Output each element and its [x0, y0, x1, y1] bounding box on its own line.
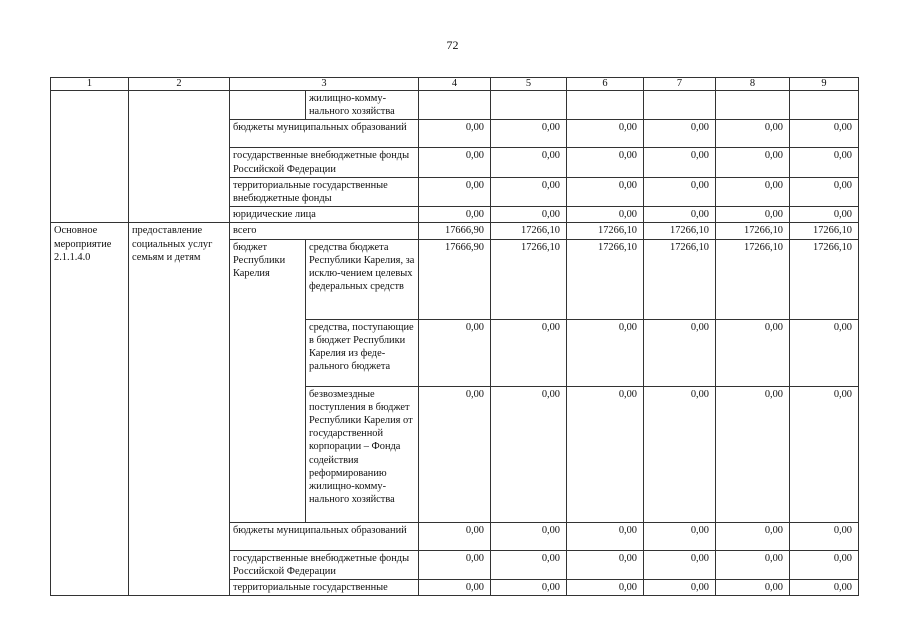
value-cell: 0,00	[491, 386, 567, 522]
value-cell: 0,00	[716, 207, 790, 223]
value-cell: 17266,10	[491, 223, 567, 239]
value-cell: 0,00	[567, 522, 644, 550]
value-cell: 17266,10	[567, 223, 644, 239]
value-cell: 0,00	[567, 148, 644, 177]
value-cell	[790, 91, 859, 120]
value-cell: 0,00	[716, 386, 790, 522]
value-cell: 0,00	[419, 522, 491, 550]
value-cell: 0,00	[419, 550, 491, 579]
value-cell: 0,00	[790, 386, 859, 522]
header-cell: 6	[567, 78, 644, 91]
value-cell: 17266,10	[716, 239, 790, 319]
row-label: средства, поступающие в бюджет Республики Карелия из феде-рального бюджета	[306, 319, 419, 386]
value-cell: 0,00	[419, 580, 491, 596]
value-cell: 0,00	[419, 386, 491, 522]
value-cell: 0,00	[790, 148, 859, 177]
value-cell: 0,00	[790, 522, 859, 550]
value-cell: 0,00	[790, 120, 859, 148]
value-cell: 0,00	[491, 120, 567, 148]
value-cell: 0,00	[644, 580, 716, 596]
value-cell: 0,00	[790, 319, 859, 386]
value-cell: 0,00	[491, 319, 567, 386]
header-cell: 2	[129, 78, 230, 91]
value-cell: 0,00	[790, 550, 859, 579]
value-cell: 17266,10	[716, 223, 790, 239]
value-cell: 0,00	[716, 148, 790, 177]
value-cell: 0,00	[790, 580, 859, 596]
row-label: территориальные государственные внебюджетные фонды	[230, 177, 419, 206]
value-cell: 0,00	[644, 550, 716, 579]
value-cell: 0,00	[716, 319, 790, 386]
value-cell: 17266,10	[790, 223, 859, 239]
value-cell: 0,00	[644, 319, 716, 386]
value-cell: 0,00	[644, 522, 716, 550]
value-cell: 0,00	[419, 207, 491, 223]
activity-name: предоставление социальных услуг семьям и детям	[129, 223, 230, 596]
value-cell: 0,00	[491, 580, 567, 596]
value-cell: 0,00	[419, 319, 491, 386]
value-cell: 0,00	[567, 177, 644, 206]
value-cell: 0,00	[716, 120, 790, 148]
value-cell: 17266,10	[790, 239, 859, 319]
header-cell: 9	[790, 78, 859, 91]
value-cell: 0,00	[567, 550, 644, 579]
value-cell: 17266,10	[567, 239, 644, 319]
value-cell	[491, 91, 567, 120]
activity-code: Основное мероприятие 2.1.1.4.0	[51, 223, 129, 596]
row-label: бюджет Республики Карелия	[230, 239, 306, 522]
table-row	[51, 91, 859, 120]
value-cell: 0,00	[491, 550, 567, 579]
row-label: средства бюджета Республики Карелия, за исклю-чением целевых федеральных средств	[306, 239, 419, 319]
value-cell: 17666,90	[419, 239, 491, 319]
empty-cell	[230, 91, 306, 120]
header-cell: 7	[644, 78, 716, 91]
value-cell: 0,00	[567, 120, 644, 148]
value-cell	[644, 91, 716, 120]
value-cell: 0,00	[567, 580, 644, 596]
value-cell: 0,00	[567, 319, 644, 386]
value-cell: 0,00	[644, 386, 716, 522]
row-label: юридические лица	[230, 207, 419, 223]
value-cell: 0,00	[644, 148, 716, 177]
value-cell: 0,00	[491, 522, 567, 550]
value-cell: 17266,10	[644, 223, 716, 239]
row-label: всего	[230, 223, 419, 239]
value-cell: 17266,10	[644, 239, 716, 319]
empty-cell	[51, 91, 129, 223]
value-cell	[419, 91, 491, 120]
value-cell: 17666,90	[419, 223, 491, 239]
header-cell: 1	[51, 78, 129, 91]
row-label: жилищно-комму-нального хозяйства	[306, 91, 419, 120]
row-label: государственные внебюджетные фонды Российской Федерации	[230, 550, 419, 579]
value-cell: 0,00	[419, 177, 491, 206]
value-cell: 0,00	[716, 177, 790, 206]
table-row	[51, 223, 859, 239]
row-label: государственные внебюджетные фонды Российской Федерации	[230, 148, 419, 177]
header-cell: 4	[419, 78, 491, 91]
value-cell: 0,00	[716, 550, 790, 579]
value-cell: 0,00	[419, 120, 491, 148]
row-label: бюджеты муниципальных образований	[230, 120, 419, 148]
row-label: бюджеты муниципальных образований	[230, 522, 419, 550]
row-label: безвозмездные поступления в бюджет Республики Карелия от государственной корпорации – Фонда содействия реформированию жилищно-комму-нального хозяйства	[306, 386, 419, 522]
header-cell: 3	[230, 78, 419, 91]
value-cell: 17266,10	[491, 239, 567, 319]
value-cell: 0,00	[644, 120, 716, 148]
value-cell: 0,00	[567, 207, 644, 223]
value-cell: 0,00	[491, 177, 567, 206]
page-number: 72	[446, 38, 459, 52]
budget-table	[50, 77, 859, 596]
value-cell: 0,00	[790, 177, 859, 206]
value-cell: 0,00	[491, 207, 567, 223]
value-cell: 0,00	[716, 522, 790, 550]
value-cell: 0,00	[790, 207, 859, 223]
value-cell	[567, 91, 644, 120]
value-cell: 0,00	[716, 580, 790, 596]
value-cell: 0,00	[567, 386, 644, 522]
value-cell: 0,00	[491, 148, 567, 177]
value-cell: 0,00	[419, 148, 491, 177]
value-cell: 0,00	[644, 207, 716, 223]
row-label: территориальные государственные	[230, 580, 419, 596]
header-cell: 8	[716, 78, 790, 91]
header-row	[51, 78, 859, 91]
empty-cell	[129, 91, 230, 223]
value-cell: 0,00	[644, 177, 716, 206]
value-cell	[716, 91, 790, 120]
header-cell: 5	[491, 78, 567, 91]
